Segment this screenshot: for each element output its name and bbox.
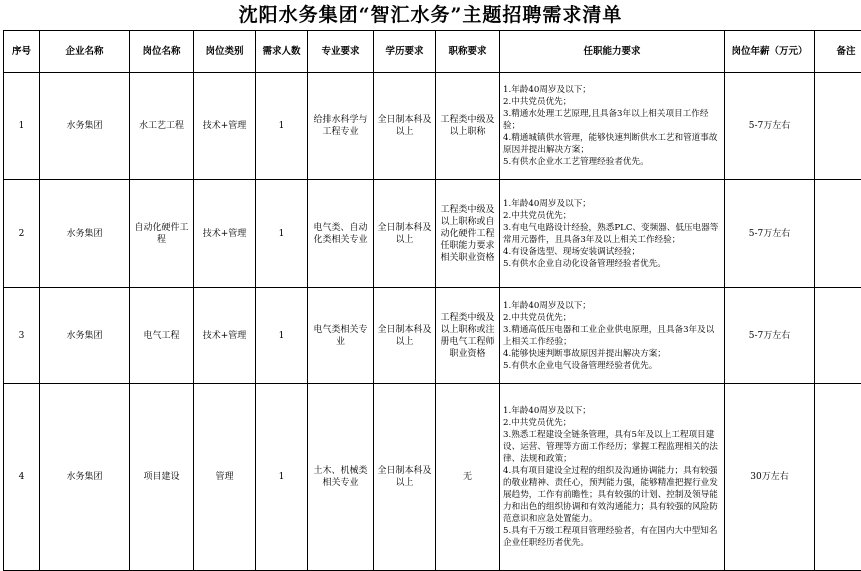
cell-education: 全日制本科及以上 [374, 288, 436, 384]
cell-remark [815, 288, 861, 384]
col-header-category: 岗位类别 [194, 31, 256, 73]
cell-company: 水务集团 [40, 180, 130, 288]
col-header-count: 需求人数 [256, 31, 308, 73]
cell-ability [500, 384, 725, 571]
cell-remark [815, 73, 861, 180]
cell-ability [500, 73, 725, 180]
cell-salary: 30万左右 [725, 384, 815, 571]
cell-education: 全日制本科及以上 [374, 73, 436, 180]
ability-item: 4.精通城镇供水管理，能够快速判断供水工艺和管道事故原因并提出解决方案； [503, 133, 718, 155]
cell-position: 项目建设 [130, 384, 194, 571]
cell-remark [815, 384, 861, 571]
cell-salary: 5-7万左右 [725, 180, 815, 288]
ability-item: 4.有设备选型、现场安装调试经验； [503, 246, 641, 257]
ability-item: 2.中共党员优先； [503, 210, 572, 221]
cell-title-req: 工程类中级及以上职称或自动化硬件工程任职能力要求相关职业资格 [436, 180, 500, 288]
ability-item: 5.有供水企业水工艺管理经验者优先。 [503, 157, 649, 167]
cell-major: 土木、机械类相关专业 [308, 384, 374, 571]
ability-item: 4.具有项目建设全过程的组织及沟通协调能力；具有较强的敬业精神、责任心，预判能力强，能够精准把握行业发展趋势，工作有前瞻性；具有较强的计划、控制及领导能力和出色的组织协调和有效沟通能力；具有较强的风险防范意识和应急处置能力。 [503, 466, 718, 524]
recruitment-table [3, 30, 861, 571]
col-header-company: 企业名称 [40, 31, 130, 73]
cell-company: 水务集团 [40, 73, 130, 180]
ability-item: 2.中共党员优先； [503, 312, 572, 323]
cell-salary: 5-7万左右 [725, 288, 815, 384]
ability-item: 4.能够快速判断事故原因并提出解决方案； [503, 348, 666, 359]
ability-item: 3.有电气电路设计经验，熟悉PLC、变频器、低压电器等常用元器件，且具备3年及以上相关工作经验； [503, 222, 719, 245]
col-header-no: 序号 [4, 31, 40, 73]
col-header-ability: 任职能力要求 [500, 31, 725, 73]
cell-company: 水务集团 [40, 288, 130, 384]
col-header-major: 专业要求 [308, 31, 374, 73]
ability-item: 5.有供水企业电气设备管理经验者优先。 [503, 360, 658, 371]
col-header-remark: 备注 [815, 31, 861, 73]
cell-category: 管理 [194, 384, 256, 571]
cell-title-req: 工程类中级及以上职称 [436, 73, 500, 180]
cell-category: 技术+管理 [194, 180, 256, 288]
ability-item: 2.中共党员优先； [503, 97, 572, 107]
cell-salary: 5-7万左右 [725, 73, 815, 180]
table-row [4, 180, 861, 288]
cell-position: 电气工程 [130, 288, 194, 384]
cell-ability [500, 288, 725, 384]
col-header-education: 学历要求 [374, 31, 436, 73]
ability-item: 5.有供水企业自动化设备管理经验者优先。 [503, 258, 666, 269]
cell-remark [815, 180, 861, 288]
cell-title-req: 工程类中级及以上职称或注册电气工程师职业资格 [436, 288, 500, 384]
cell-title-req: 无 [436, 384, 500, 571]
cell-ability [500, 180, 725, 288]
cell-no: 4 [4, 384, 40, 571]
cell-major: 电气类相关专业 [308, 288, 374, 384]
cell-category: 技术+管理 [194, 288, 256, 384]
page-title: 沈阳水务集团“智汇水务”主题招聘需求清单 [238, 4, 623, 26]
cell-category: 技术+管理 [194, 73, 256, 180]
col-header-title-req: 职称要求 [436, 31, 500, 73]
ability-item: 1.年龄40周岁及以下； [503, 85, 591, 95]
cell-education: 全日制本科及以上 [374, 180, 436, 288]
cell-position: 自动化硬件工程 [130, 180, 194, 288]
cell-position: 水工艺工程 [130, 73, 194, 180]
ability-item: 3.精通高低压电器和工业企业供电原理，且具备3年及以上相关工作经验； [503, 324, 715, 347]
cell-no: 3 [4, 288, 40, 384]
header-row [4, 31, 861, 73]
cell-no: 2 [4, 180, 40, 288]
cell-count: 1 [256, 288, 308, 384]
col-header-position: 岗位名称 [130, 31, 194, 73]
cell-no: 1 [4, 73, 40, 180]
cell-major: 给排水科学与工程专业 [308, 73, 374, 180]
cell-major: 电气类、自动化类相关专业 [308, 180, 374, 288]
cell-company: 水务集团 [40, 384, 130, 571]
col-header-salary: 岗位年薪（万元） [725, 31, 815, 73]
ability-item: 1.年龄40周岁及以下； [503, 198, 591, 209]
ability-item: 1.年龄40周岁及以下； [503, 300, 591, 311]
table-row [4, 73, 861, 180]
table-row [4, 384, 861, 571]
cell-count: 1 [256, 73, 308, 180]
ability-item: 5.具有千万级工程项目管理经验者，有在国内大中型知名企业任职经历者优先。 [503, 526, 718, 548]
ability-item: 3.熟悉工程建设全链条管理，具有5年及以上工程项目建设、运营、管理等方面工作经历；掌握工程监理相关的法律、法规和政策； [503, 430, 718, 464]
ability-item: 1.年龄40周岁及以下； [503, 406, 591, 416]
ability-item: 2.中共党员优先； [503, 418, 572, 428]
cell-count: 1 [256, 384, 308, 571]
cell-education: 全日制本科及以上 [374, 384, 436, 571]
cell-count: 1 [256, 180, 308, 288]
table-row [4, 288, 861, 384]
ability-item: 3.精通水处理工艺原理,且具备3年以上相关项目工作经验； [503, 109, 709, 131]
